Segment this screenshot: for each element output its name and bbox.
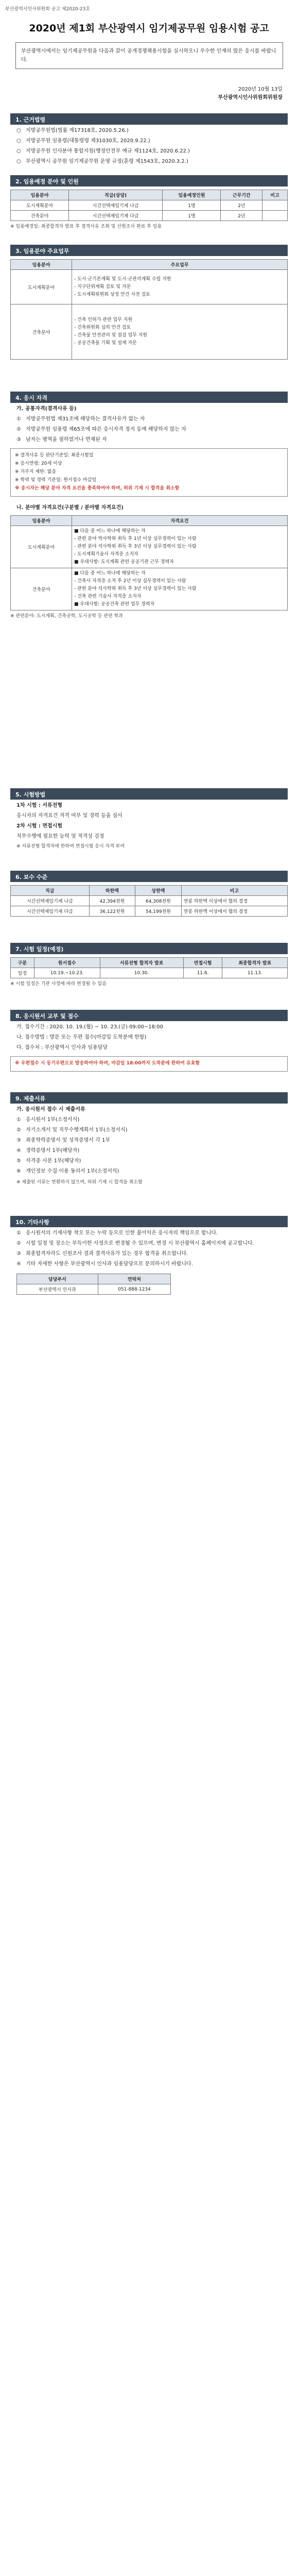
issuer: 부산광역시인사위원회위원장 bbox=[218, 95, 283, 100]
table-row bbox=[11, 896, 288, 906]
table-cell: 시간선택제임기제 나급 bbox=[11, 896, 90, 906]
table-note: ※ 임용예정일: 최종합격자 발표 후 결격사유 조회 및 신원조사 완료 후 임용 bbox=[10, 224, 162, 229]
table-row bbox=[11, 270, 288, 304]
duties-table bbox=[10, 259, 288, 360]
table-header: 직급 bbox=[11, 886, 90, 896]
section-misc bbox=[10, 1216, 288, 1295]
table-row bbox=[11, 568, 288, 611]
table-cell: 11.6. bbox=[183, 968, 222, 978]
section-eligibility bbox=[10, 392, 288, 620]
table-cell: 1명 bbox=[163, 200, 221, 211]
table-header: 주요업무 bbox=[72, 260, 288, 270]
table-header: 임용분야 bbox=[11, 260, 72, 270]
section-heading: 7. 시험 일정(예정) bbox=[10, 943, 288, 954]
section-heading: 1. 근거법령 bbox=[10, 113, 288, 125]
table-cell: 54,199천원 bbox=[135, 906, 181, 917]
table-cell bbox=[262, 211, 288, 221]
table-header: 상한액 bbox=[135, 886, 181, 896]
page-title: 2020년 제1회 부산광역시 임기제공무원 임용시험 공고 bbox=[29, 23, 269, 34]
list-item: ④ 경력증명서 1부(해당자) bbox=[16, 1148, 80, 1154]
table-cell: 건축분야 bbox=[11, 211, 69, 221]
table-cell: 도시계획분야 bbox=[11, 526, 72, 568]
table-row bbox=[11, 906, 288, 917]
table-header: 자격요건 bbox=[72, 516, 288, 526]
table-cell: 시간선택제임기제 다급 bbox=[68, 211, 162, 221]
pay-table bbox=[10, 885, 288, 917]
table-cell: ■ 다음 중 어느 하나에 해당하는 자 - 건축사 자격증 소지 후 2년 이상 실무경력이 있는 사람 - 관련 분야 석사학위 취득 후 3년 이상 실무경력이 있는 사람 - 건축 관련 기술사 자격증 소지자 ■ 우대사항: 공공건축 관련 업무 경력자 bbox=[72, 568, 288, 611]
table-header: 직급(상당) bbox=[68, 190, 162, 200]
list-item: ⑥ 개인정보 수집·이용 동의서 1부(소정서식) bbox=[16, 1168, 119, 1174]
positions-table bbox=[10, 190, 288, 221]
subheading: 가. 응시원서 접수 시 제출서류 bbox=[16, 1107, 85, 1112]
list-item: ② 자기소개서 및 직무수행계획서 1부(소정서식) bbox=[16, 1127, 128, 1133]
table-header: 비고 bbox=[262, 190, 288, 200]
section-legal-basis bbox=[10, 113, 288, 166]
subheading: 나. 분야별 자격요건(구분별 / 분야별 자격요건) bbox=[16, 505, 124, 511]
table-note: ※ 시험 일정은 기관 사정에 따라 변경될 수 있음 bbox=[10, 981, 107, 987]
table-cell: 도시계획분야 bbox=[11, 270, 72, 304]
section-heading: 9. 제출서류 bbox=[10, 1092, 288, 1104]
list-item: ② 지방공무원 임용령 제65조에 따른 응시자격 정지 등에 해당하지 않는 자 bbox=[16, 427, 186, 432]
section-heading: 6. 보수 수준 bbox=[10, 871, 288, 882]
table-header: 임용분야 bbox=[11, 516, 72, 526]
issue-date: 2020년 10월 13일 bbox=[238, 87, 283, 92]
table-header: 담당부서 bbox=[17, 1274, 98, 1284]
table-row bbox=[11, 200, 288, 211]
table-cell bbox=[262, 200, 288, 211]
section-pay bbox=[10, 871, 288, 917]
table-cell: 건축분야 bbox=[11, 304, 72, 360]
application-note bbox=[10, 1056, 288, 1072]
list-item: ○ 지방공무원 인사분야 통합지침(행정안전부 예규 제1124호, 2020.6.22.) bbox=[16, 148, 190, 154]
list-item: ○ 부산광역시 공무원 임기제공무원 운영 규정(훈령 제1543호, 2020.3.2.) bbox=[16, 159, 188, 164]
table-row bbox=[17, 1284, 171, 1295]
table-cell: 건축분야 bbox=[11, 568, 72, 611]
section-heading: 4. 응시 자격 bbox=[10, 392, 288, 403]
list-item: 직무수행에 필요한 능력 및 적격성 검정 bbox=[16, 834, 104, 839]
list-item: ① 응시원서 1부(소정서식) bbox=[16, 1117, 80, 1123]
table-cell: 10.19.~10.23. bbox=[34, 968, 100, 978]
table-cell: 36,122천원 bbox=[89, 906, 135, 917]
table-header: 비고 bbox=[181, 886, 287, 896]
table-header: 서류전형 합격자 발표 bbox=[100, 958, 183, 968]
table-cell: 051-888-1234 bbox=[98, 1284, 170, 1295]
section-duties bbox=[10, 245, 288, 360]
note-line: ※ 거주지 제한: 없음 bbox=[15, 469, 57, 474]
table-cell: - 건축 인허가 관련 업무 지원 - 건축위원회 심의 안건 검토 - 건축물 안전관리 및 점검 업무 지원 - 공공건축물 기획 및 설계 자문 bbox=[72, 304, 288, 360]
table-cell: 2년 bbox=[221, 200, 262, 211]
table-cell: 10.30. bbox=[100, 968, 183, 978]
table-header: 임용분야 bbox=[11, 190, 69, 200]
section-schedule bbox=[10, 943, 288, 988]
list-item: ③ 남자는 병역을 필하였거나 면제된 자 bbox=[16, 437, 107, 443]
table-cell: 2년 bbox=[221, 211, 262, 221]
table-header: 연락처 bbox=[98, 1274, 170, 1284]
note-line: ※ 우편접수 시 등기우편으로 발송하여야 하며, 마감일 18:00까지 도착분에 한하여 유효함 bbox=[15, 1061, 200, 1066]
table-cell: 1명 bbox=[163, 211, 221, 221]
section-heading: 5. 시험방법 bbox=[10, 788, 288, 800]
list-item: ⑤ 자격증 사본 1부(해당자) bbox=[16, 1158, 81, 1164]
table-cell: 64,308천원 bbox=[135, 896, 181, 906]
list-item: ① 응시원서의 기재사항 착오 또는 누락 등으로 인한 불이익은 응시자의 책임으로 합니다. bbox=[16, 1230, 218, 1236]
list-item: 나. 접수방법 : 방문 또는 우편 접수(마감일 도착분에 한함) bbox=[16, 1035, 147, 1040]
table-header: 면접시험 bbox=[183, 958, 222, 968]
table-cell: 연봉 하한액 이상에서 협의 결정 bbox=[181, 906, 287, 917]
table-cell: ■ 다음 중 어느 하나에 해당하는 자 - 관련 분야 박사학위 취득 후 1년 이상 실무경력이 있는 사람 - 관련 분야 석사학위 취득 후 3년 이상 실무경력이 있는 사람 - 도시계획기술사 자격증 소지자 ■ 우대사항: 도시계획 관련 공공기관 근무 경력자 bbox=[72, 526, 288, 568]
table-header: 하한액 bbox=[89, 886, 135, 896]
exam-note: ※ 서류전형 합격자에 한하여 면접시험 응시 자격 부여 bbox=[16, 844, 125, 849]
section-heading: 2. 임용예정 분야 및 인원 bbox=[10, 175, 288, 187]
section-heading: 8. 응시원서 교부 및 접수 bbox=[10, 1010, 288, 1021]
list-item: ○ 지방공무원법(법률 제17318호, 2020.5.26.) bbox=[16, 128, 129, 133]
table-cell: 11.13. bbox=[222, 968, 288, 978]
section-heading: 3. 임용분야 주요업무 bbox=[10, 245, 288, 256]
schedule-table bbox=[10, 957, 288, 978]
section-application bbox=[10, 1010, 288, 1072]
table-header: 최종합격자 발표 bbox=[222, 958, 288, 968]
notice-number: 부산광역시인사위원회 공고 제2020-23호 bbox=[5, 7, 91, 12]
documents-note: ※ 제출된 서류는 반환하지 않으며, 허위 기재 시 합격을 취소함 bbox=[16, 1180, 143, 1185]
section-positions bbox=[10, 175, 288, 230]
table-header: 임용예정인원 bbox=[163, 190, 221, 200]
table-cell: 연봉 하한액 이상에서 협의 결정 bbox=[181, 896, 287, 906]
intro-box: 부산광역시에서는 임기제공무원을 다음과 같이 공개경쟁채용시험을 실시하오니 우수한 인재의 많은 응시를 바랍니다. bbox=[15, 42, 283, 69]
list-item: ③ 최종학력증명서 및 성적증명서 각 1부 bbox=[16, 1138, 110, 1143]
table-cell: 부산광역시 인사과 bbox=[17, 1284, 98, 1295]
section-documents bbox=[10, 1092, 288, 1186]
list-item: ○ 지방공무원 임용령(대통령령 제31030호, 2020.9.22.) bbox=[16, 138, 150, 144]
list-item: ② 시험 일정 및 장소는 부득이한 사정으로 변경될 수 있으며, 변경 시 부산광역시 홈페이지에 공고합니다. bbox=[16, 1241, 254, 1246]
table-row bbox=[11, 526, 288, 568]
table-cell: 시간선택제임기제 다급 bbox=[11, 906, 90, 917]
note-line: ※ 결격사유 등 판단기준일: 최종시험일 bbox=[15, 453, 94, 458]
subheading: 가. 공통자격(결격사유 등) bbox=[16, 406, 77, 412]
table-row bbox=[11, 211, 288, 221]
note-line: ※ 응시연령: 20세 이상 bbox=[15, 461, 62, 466]
table-cell: 일정 bbox=[11, 968, 34, 978]
table-row bbox=[11, 304, 288, 360]
list-item: 1차 시험 : 서류전형 bbox=[16, 803, 63, 808]
list-item: ③ 최종합격자라도 신원조사 결과 결격사유가 있는 경우 합격을 취소합니다. bbox=[16, 1251, 188, 1257]
table-header: 원서접수 bbox=[34, 958, 100, 968]
eligibility-notes bbox=[10, 448, 288, 497]
contact-table bbox=[16, 1274, 171, 1295]
list-item: 다. 접수처 : 부산광역시 인사과 임용담당 bbox=[16, 1045, 108, 1050]
table-header: 구분 bbox=[11, 958, 34, 968]
requirements-table bbox=[10, 515, 288, 611]
table-cell: 42,394천원 bbox=[89, 896, 135, 906]
table-cell: 시간선택제임기제 나급 bbox=[68, 200, 162, 211]
section-heading: 10. 기타사항 bbox=[10, 1216, 288, 1227]
table-cell: - 도시·군기본계획 및 도시·군관리계획 수립 지원 - 지구단위계획 검토 및 자문 - 도시계획위원회 상정 안건 사전 검토 bbox=[72, 270, 288, 304]
list-item: 응시자의 자격요건 적격 여부 및 경력 등을 심사 bbox=[16, 813, 122, 819]
table-note: ※ 관련분야: 도시계획, 건축공학, 도시공학 등 관련 학과 bbox=[10, 614, 123, 619]
issue-info bbox=[218, 86, 283, 102]
section-exam-method bbox=[10, 788, 288, 850]
note-line: ※ 응시자는 해당 분야 자격 요건을 충족하여야 하며, 허위 기재 시 합격을 취소함 bbox=[15, 486, 180, 491]
table-header: 근무기간 bbox=[221, 190, 262, 200]
table-cell: 도시계획분야 bbox=[11, 200, 69, 211]
list-item: ① 지방공무원법 제31조에 해당하는 결격사유가 없는 자 bbox=[16, 416, 145, 422]
table-row bbox=[11, 968, 288, 978]
note-line: ※ 학력 및 경력 기준일: 원서접수 마감일 bbox=[15, 478, 97, 483]
list-item: 가. 접수기간 : 2020. 10. 19.(월) ~ 10. 23.(금) 09:00~18:00 bbox=[16, 1024, 164, 1030]
list-item: 2차 시험 : 면접시험 bbox=[16, 823, 63, 829]
list-item: ④ 기타 자세한 사항은 부산광역시 인사과 임용담당으로 문의하시기 바랍니다. bbox=[16, 1261, 193, 1267]
